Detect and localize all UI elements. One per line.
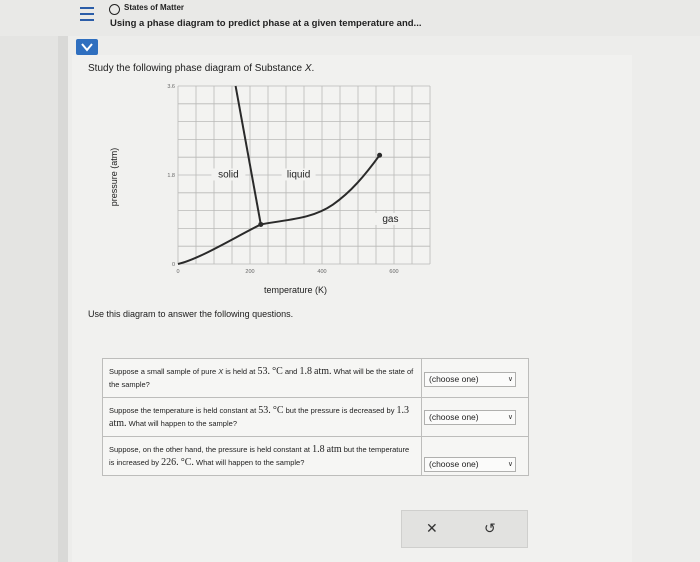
region-label: liquid [286,169,311,181]
question-row [103,437,528,475]
close-button[interactable]: ✕ [426,520,438,536]
change-select-temperature[interactable]: (choose one) ∨ [424,457,516,472]
phase-diagram [160,82,438,278]
prompt-text [88,63,314,74]
question-text: Suppose the temperature is held constant at 53. °C but the pressure is decreased by 1.3 atm. What will happen to the sample? [109,405,410,429]
expand-button[interactable] [76,39,98,55]
question-table [102,358,529,476]
left-rail [58,0,68,562]
menu-icon[interactable] [80,7,94,21]
prompt-before: Study the following phase diagram of Substance [88,63,303,74]
topic-label: States of Matter [124,3,185,12]
chevron-down-icon [81,42,93,52]
y-tick-label: 3.6 [167,84,175,90]
question-text: Suppose, on the other hand, the pressure is held constant at 1.8 atm but the temperature is increased by 226. °C. What will happen to the sample? [109,444,410,468]
undo-button[interactable]: ↺ [484,520,496,536]
special-point [377,153,382,158]
circle-icon [109,4,120,15]
left-gutter [0,0,58,562]
x-tick-label: 600 [389,269,399,275]
chevron-down-icon: ∨ [507,376,513,383]
question-text: Suppose a small sample of pure X is held at 53. °C and 1.8 atm. What will be the state of the sample? [109,366,414,389]
y-tick-label: 1.8 [167,173,175,179]
x-tick-label: 0 [176,269,180,275]
y-axis-label: pressure (atm) [109,147,119,207]
page-title: Using a phase diagram to predict phase at a given temperature and... [110,18,422,29]
region-label: gas [382,213,399,225]
action-bar [401,510,528,548]
header-bar [0,0,700,36]
instruction-text: Use this diagram to answer the following questions. [88,309,294,319]
state-select[interactable]: (choose one) ∨ [424,372,516,387]
region-label: solid [218,169,239,181]
question-row [103,398,528,437]
y-tick-label: 0 [171,262,175,268]
prompt-after: . [311,63,315,74]
substance-var: X [304,63,312,74]
chevron-down-icon: ∨ [507,461,513,468]
x-tick-label: 200 [245,269,255,275]
chevron-down-icon: ∨ [507,414,513,421]
x-tick-label: 400 [317,269,327,275]
special-point [258,222,263,227]
change-select-pressure[interactable]: (choose one) ∨ [424,410,516,425]
question-row [103,359,528,398]
x-axis-label: temperature (K) [264,285,328,295]
